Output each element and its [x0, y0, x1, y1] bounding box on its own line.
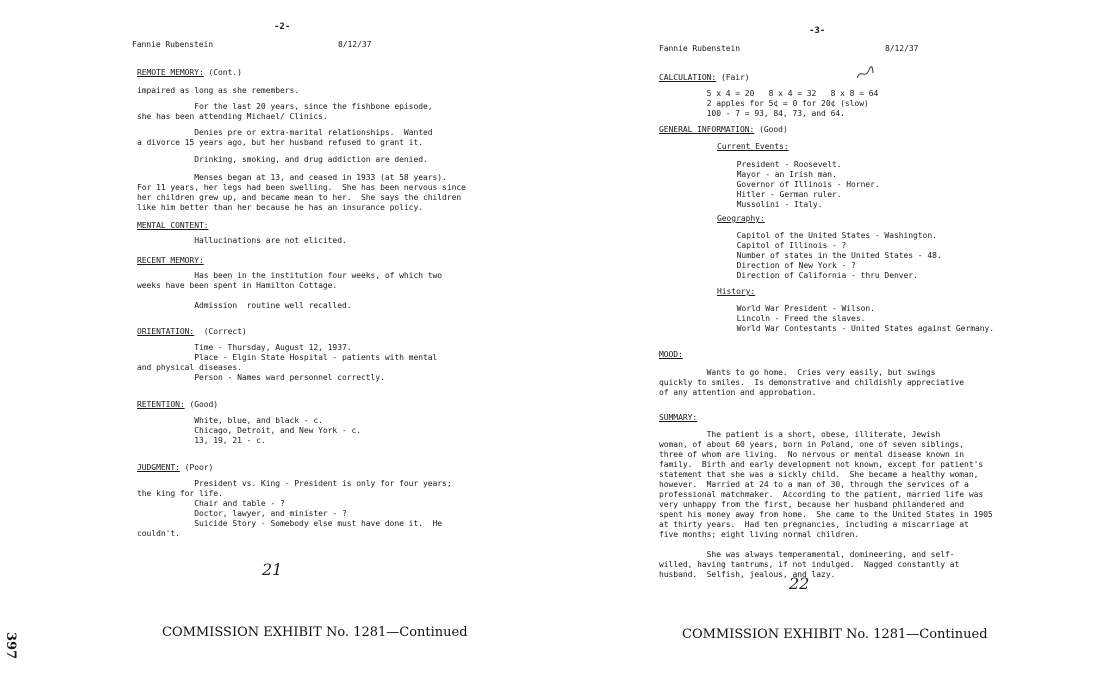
current-events-text	[689, 160, 880, 210]
text-line: a divorce 15 years ago, but her husband refused to grant it.	[137, 138, 423, 147]
text-line: Lincoln - Freed the slaves.	[689, 314, 866, 323]
exhibit-caption: COMMISSION EXHIBIT No. 1281—Continued	[682, 627, 988, 642]
text-line: however. Married at 24 to a man of 30, through the services of a	[659, 480, 969, 489]
text-line: Capitol of Illinois - ?	[689, 241, 847, 250]
calculation-heading	[659, 73, 750, 83]
text-line: of any attention and approbation.	[659, 388, 817, 397]
handwritten-page-number: 21	[262, 560, 283, 579]
paragraph	[137, 155, 428, 165]
text-line: like him better than her because he has an insurance policy.	[137, 203, 423, 212]
text-line	[659, 540, 993, 550]
handwritten-mark	[855, 66, 875, 85]
section-heading: CALCULATION:	[659, 73, 717, 82]
text-line: the king for life.	[137, 489, 223, 498]
text-line: Doctor, lawyer, and minister - ?	[137, 509, 347, 518]
current-events-heading	[717, 142, 789, 152]
text-line: Direction of California - thru Denver.	[689, 271, 918, 280]
right-page	[547, 0, 1094, 691]
general-information-heading	[659, 125, 788, 135]
text-line: Capitol of the United States - Washington.	[689, 231, 937, 240]
orientation-heading	[137, 327, 247, 337]
text-line: very unhappy from the first, because her husband philandered and	[659, 500, 965, 509]
judgment-text	[137, 479, 452, 539]
scribble-icon	[855, 66, 875, 82]
text-line: Chair and table - ?	[137, 499, 285, 508]
mental-content-text	[137, 236, 347, 246]
text-line: quickly to smiles. Is demonstrative and childishly appreciative	[659, 378, 965, 387]
section-rating: (Poor)	[179, 463, 214, 472]
retention-text	[137, 416, 361, 446]
text-line: Governor of Illinois - Horner.	[689, 180, 880, 189]
patient-name: Fannie Rubenstein	[659, 44, 741, 53]
text-line: husband. Selfish, jealous, and lazy.	[659, 570, 836, 579]
section-heading: ORIENTATION:	[137, 327, 195, 336]
summary-text	[659, 430, 993, 580]
judgment-heading	[137, 463, 213, 473]
text-line: at thirty years. Had ten pregnancies, including a miscarriage at	[659, 520, 969, 529]
text-line: Place - Elgin State Hospital - patients with mental	[137, 353, 438, 362]
remote-memory-heading	[137, 68, 242, 78]
text-line: Admission routine well recalled.	[137, 301, 352, 310]
text-line: Has been in the institution four weeks, of which two	[137, 271, 443, 280]
text-line: family. Birth and early development not known, except for patient's	[659, 460, 984, 469]
text-line: spent his money away from home. She came to the United States in 1905	[659, 510, 993, 519]
text-line: Suicide Story - Somebody else must have done it. He	[137, 519, 443, 528]
summary-heading	[659, 413, 697, 423]
text-line: weeks have been spent in Hamilton Cottage.	[137, 281, 338, 290]
page-marker: -2-	[274, 22, 291, 32]
text-line: President vs. King - President is only for four years;	[137, 479, 452, 488]
text-line: Time - Thursday, August 12, 1937.	[137, 343, 352, 352]
orientation-text	[137, 343, 437, 383]
text-line: woman, of about 60 years, born in Poland, one of seven siblings,	[659, 440, 965, 449]
section-rating: (Correct)	[194, 327, 247, 336]
paragraph	[137, 128, 433, 148]
exhibit-caption: COMMISSION EXHIBIT No. 1281—Continued	[162, 625, 468, 640]
text-line: 5 x 4 = 20 8 x 4 = 32 8 x 8 = 64	[659, 89, 879, 98]
section-rating: (Good)	[184, 400, 219, 409]
section-heading: Current Events:	[717, 142, 789, 151]
text-line: She was always temperamental, domineering, and self-	[659, 550, 955, 559]
section-heading: Geography:	[717, 214, 765, 223]
text-line: her children grew up, and became mean to her. She says the children	[137, 193, 462, 202]
text-line: 13, 19, 21 - c.	[137, 436, 266, 445]
section-rating: (Good)	[754, 125, 788, 134]
text-line: For 11 years, her legs had been swelling. She has been nervous since	[137, 183, 466, 192]
section-heading: RECENT MEMORY:	[137, 256, 204, 265]
history-heading	[717, 287, 755, 297]
text-line: Hallucinations are not elicited.	[137, 236, 347, 245]
text-line: World War President - Wilson.	[689, 304, 875, 313]
text-line: statement that she was a sickly child. She became a healthy woman,	[659, 470, 979, 479]
text-line: Person - Names ward personnel correctly.	[137, 373, 385, 382]
side-page-number: 397	[3, 632, 18, 660]
section-heading: History:	[717, 287, 756, 296]
mood-text	[659, 368, 964, 398]
text-line: impaired as long as she remembers.	[137, 86, 300, 95]
text-line: she has been attending Michael/ Clinics.	[137, 112, 328, 121]
patient-name: Fannie Rubenstein	[132, 40, 214, 49]
text-line: For the last 20 years, since the fishbone episode,	[137, 102, 433, 111]
section-rating: (Cont.)	[203, 68, 242, 77]
handwritten-page-number: 22	[789, 574, 810, 593]
section-rating: (Fair)	[716, 73, 750, 82]
text-line: couldn't.	[137, 529, 180, 538]
section-heading: REMOTE MEMORY:	[137, 68, 204, 77]
text-line: Number of states in the United States - 48.	[689, 251, 942, 260]
text-line: 2 apples for 5¢ = 0 for 20¢ (slow)	[659, 99, 869, 108]
section-heading: RETENTION:	[137, 400, 185, 409]
text-line: Wants to go home. Cries very easily, but swings	[659, 368, 936, 377]
text-line: President - Roosevelt.	[689, 160, 842, 169]
record-date: 8/12/37	[338, 40, 372, 49]
section-heading: GENERAL INFORMATION:	[659, 125, 755, 134]
calculation-text	[659, 89, 878, 119]
mood-heading	[659, 350, 683, 360]
text-line: Direction of New York - ?	[689, 261, 856, 270]
text-line: Hitler - German ruler.	[689, 190, 842, 199]
text-line: and physical diseases.	[137, 363, 242, 372]
text-line: Chicago, Detroit, and New York - c.	[137, 426, 362, 435]
text-line: three of whom are living. No nervous or mental disease known in	[659, 450, 965, 459]
page-marker: -3-	[809, 26, 826, 36]
text-line: Menses began at 13, and ceased in 1933 (at 58 years).	[137, 173, 447, 182]
text-line: The patient is a short, obese, illiterate, Jewish	[659, 430, 941, 439]
remote-memory-text	[137, 86, 299, 96]
text-line: five months; eight living normal children.	[659, 530, 860, 539]
section-heading: MOOD:	[659, 350, 683, 359]
text-line: willed, having tantrums, if not indulged. Nagged constantly at	[659, 560, 960, 569]
recent-memory-text	[137, 271, 442, 311]
geography-text	[689, 231, 942, 281]
section-heading: MENTAL CONTENT:	[137, 221, 209, 230]
section-heading: JUDGMENT:	[137, 463, 180, 472]
text-line: 100 - 7 = 93, 84, 73, and 64.	[659, 109, 845, 118]
text-line: Mayor - an Irish man.	[689, 170, 837, 179]
record-date: 8/12/37	[885, 44, 919, 53]
text-line: Mussolini - Italy.	[689, 200, 823, 209]
text-line: White, blue, and black - c.	[137, 416, 323, 425]
text-line: professional matchmaker. According to the patient, married life was	[659, 490, 984, 499]
mental-content-heading	[137, 221, 209, 231]
text-line: Denies pre or extra-marital relationships. Wanted	[137, 128, 433, 137]
text-line: Drinking, smoking, and drug addiction are denied.	[137, 155, 428, 164]
geography-heading	[717, 214, 765, 224]
text-line	[137, 291, 442, 301]
recent-memory-heading	[137, 256, 204, 266]
history-text	[689, 304, 994, 334]
section-heading: SUMMARY:	[659, 413, 698, 422]
paragraph	[137, 173, 466, 213]
retention-heading	[137, 400, 218, 410]
text-line: World War Contestants - United States against Germany.	[689, 324, 995, 333]
paragraph	[137, 102, 433, 122]
